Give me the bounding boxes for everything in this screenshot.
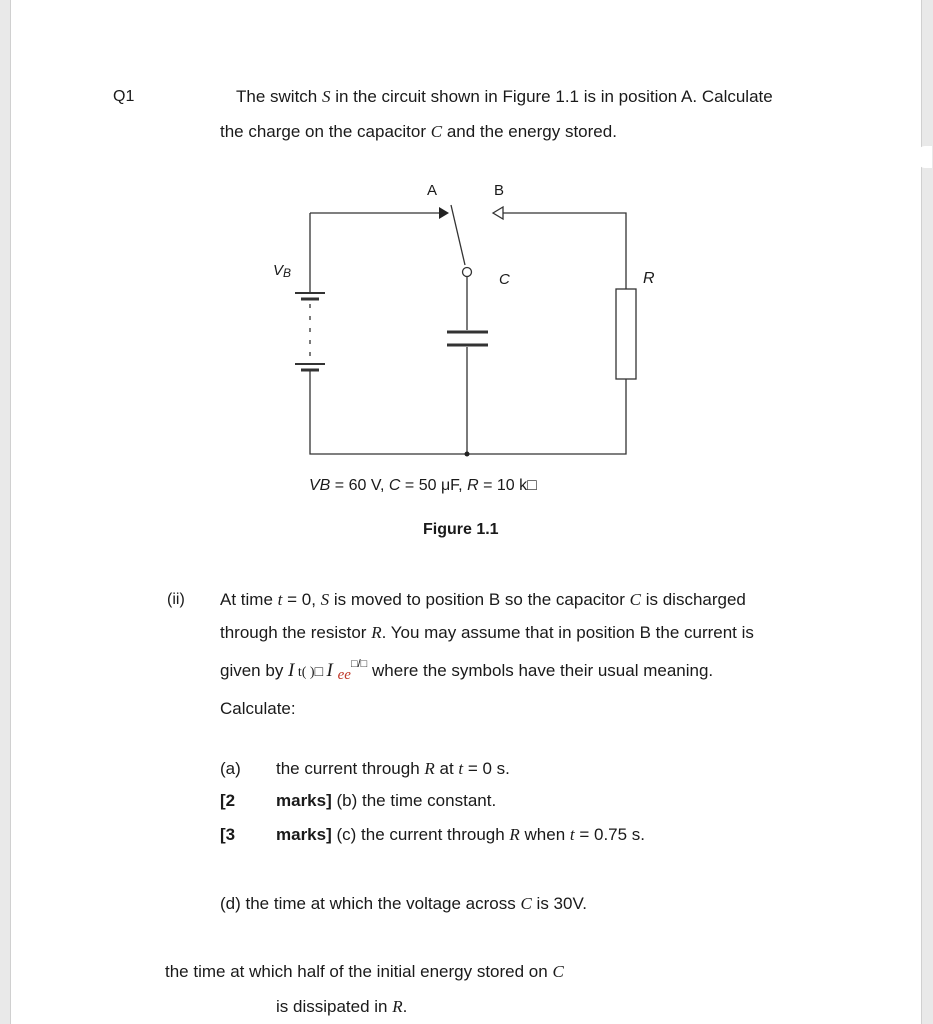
subpart-a-label: (a) [220,759,241,778]
part-ii-line-3: given by I t( )□ I ee□/□ where the symbols have their usual meaning. [220,658,714,683]
contact-b-arrow [493,207,503,219]
part-i-line-2: the charge on the capacitor C and the energy stored. [220,122,617,141]
label-b: B [494,182,505,199]
question-number: Q1 [113,88,135,105]
subpart-b-text: marks] (b) the time constant. [276,791,497,810]
resistor-r [616,289,636,379]
subpart-a-text: the current through R at t = 0 s. [276,759,510,778]
scrollbar-handle[interactable] [918,146,932,168]
label-r: R [643,270,655,287]
contact-a-arrow [439,207,449,219]
formula-exponential: ee [337,667,351,683]
wire-left-bottom [310,370,626,454]
figure-caption: Figure 1.1 [423,521,499,538]
label-a: A [427,182,438,199]
label-c: C [499,271,510,288]
junction-dot [465,452,470,457]
circuit-values: VB = 60 V, C = 50 μF, R = 10 k□ [309,477,537,494]
subpart-d-text: (d) the time at which the voltage across C is 30V. [220,894,587,913]
wire-top-right [493,213,626,289]
marks-2-bracket: [2 [220,791,236,810]
formula-exponent: □/□ [350,658,368,670]
switch-pivot [463,268,472,277]
part-ii-line-2: through the resistor R. You may assume that in position B the current is [220,623,754,642]
subpart-c-text: marks] (c) the current through R when t = 0.75 s. [276,825,646,844]
label-vb: VB [273,262,292,280]
part-ii-calculate: Calculate: [220,699,296,718]
switch-blade [451,205,465,265]
part-ii-number: (ii) [167,591,185,608]
marks-3-bracket: [3 [220,825,236,844]
document-page [10,0,922,1024]
subpart-e-line-2: is dissipated in R. [276,997,408,1016]
part-i-line-1: The switch S in the circuit shown in Figure 1.1 is in position A. Calculate [236,87,773,106]
part-ii-line-1: At time t = 0, S is moved to position B so the capacitor C is discharged [220,590,746,609]
subpart-e-line-1: the time at which half of the initial energy stored on C [165,962,564,981]
